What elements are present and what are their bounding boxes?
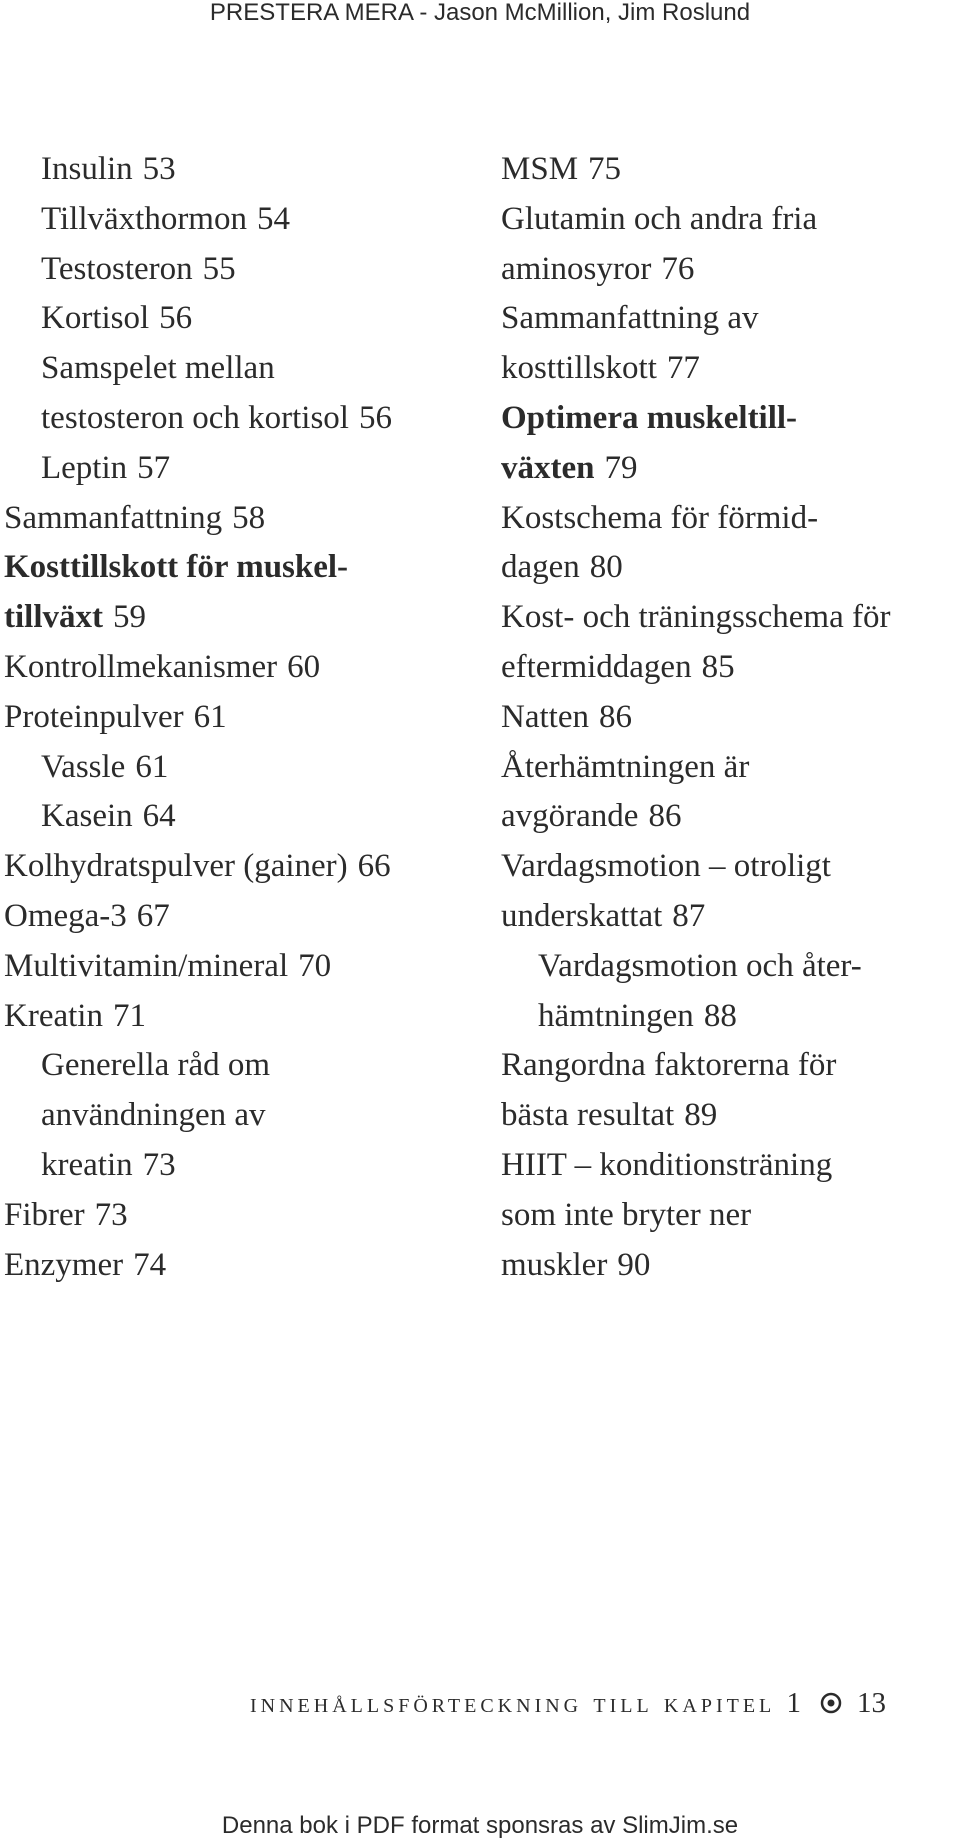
toc-entry xyxy=(4,195,474,245)
toc-entry xyxy=(4,743,474,793)
toc-entry xyxy=(501,195,956,245)
toc-entry-title: tillväxt xyxy=(4,599,103,636)
toc-entry-page: 80 xyxy=(589,549,623,586)
toc-entry-title: underskattat xyxy=(501,897,663,934)
toc-entry-title: Kasein xyxy=(41,798,133,835)
toc-entry-title: kreatin xyxy=(41,1146,133,1183)
toc-entry xyxy=(4,942,474,992)
toc-entry-page: 74 xyxy=(133,1246,167,1283)
toc-entry-title: avgörande xyxy=(501,798,639,835)
toc-entry-page: 60 xyxy=(287,648,321,685)
toc-entry xyxy=(4,145,474,195)
toc-entry-title: Kostschema för förmid- xyxy=(501,499,819,536)
toc-entry-page: 75 xyxy=(588,151,622,187)
toc-entry-title: HIIT – konditionsträning xyxy=(501,1146,833,1183)
toc-entry xyxy=(4,992,474,1042)
toc-entry-title: MSM xyxy=(501,151,579,187)
toc-entry xyxy=(4,294,474,344)
toc-entry-title: Sammanfattning xyxy=(4,499,223,536)
toc-entry-title: Återhämtningen är xyxy=(501,748,750,785)
toc-entry-title: Proteinpulver xyxy=(4,698,184,735)
toc-entry xyxy=(501,145,956,195)
toc-entry xyxy=(4,245,474,295)
toc-entry-page: 70 xyxy=(298,947,332,984)
toc-entry-page: 77 xyxy=(666,350,700,387)
toc-entry-title: Kontrollmekanismer xyxy=(4,648,278,685)
toc-entry-page: 73 xyxy=(142,1146,176,1183)
toc-entry xyxy=(501,1241,956,1291)
toc-entry xyxy=(4,1191,474,1241)
toc-entry xyxy=(4,792,474,842)
toc-entry xyxy=(501,892,956,942)
toc-entry xyxy=(501,792,956,842)
toc-entry-title: Kreatin xyxy=(4,997,103,1034)
toc-entry xyxy=(4,543,474,593)
toc-entry-page: 89 xyxy=(684,1097,718,1134)
toc-entry-page: 55 xyxy=(202,250,236,287)
page-header: PRESTERA MERA - Jason McMillion, Jim Roslund xyxy=(209,0,751,26)
toc-entry xyxy=(4,1241,474,1291)
toc-entry-page: 79 xyxy=(604,449,638,486)
toc-entry-page: 56 xyxy=(358,399,392,436)
toc-entry-title: Sammanfattning av xyxy=(501,300,759,337)
toc-entry xyxy=(4,643,474,693)
toc-entry xyxy=(501,245,956,295)
running-footer xyxy=(250,1687,960,1721)
toc-entry-title: kosttillskott xyxy=(501,350,657,387)
toc-entry-page: 88 xyxy=(703,997,737,1034)
toc-entry xyxy=(501,444,956,494)
toc-entry xyxy=(501,593,956,643)
toc-entry-title: Enzymer xyxy=(4,1246,124,1283)
toc-entry-title: Omega-3 xyxy=(4,897,127,934)
toc-entry-page: 67 xyxy=(136,897,170,934)
toc-entry-page: 58 xyxy=(232,499,266,536)
toc-entry xyxy=(4,494,474,544)
footer-page-number: 13 xyxy=(857,1687,886,1719)
toc-entry xyxy=(501,842,956,892)
toc-entry-title: Multivitamin/mineral xyxy=(4,947,289,984)
toc-entry-title: Generella råd om xyxy=(41,1047,271,1084)
sponsor-note: Denna bok i PDF format sponsras av SlimJim.se xyxy=(221,1812,739,1839)
toc-entry xyxy=(501,1191,956,1241)
toc-entry-title: aminosyror xyxy=(501,250,652,287)
toc-entry-title: testosteron och kortisol xyxy=(41,399,349,436)
toc-entry-page: 71 xyxy=(112,997,146,1034)
toc-entry-title: hämtningen xyxy=(538,997,694,1034)
toc-entry-page: 53 xyxy=(142,151,176,187)
toc-entry-title: Insulin xyxy=(41,151,133,187)
toc-entry xyxy=(4,693,474,743)
toc-entry-title: muskler xyxy=(501,1246,608,1283)
toc-entry xyxy=(501,1041,956,1091)
toc-entry xyxy=(4,892,474,942)
toc-entry-title: Kosttillskott för muskel- xyxy=(4,549,349,586)
toc-entry xyxy=(501,1141,956,1191)
toc-entry-title: Vardagsmotion och åter- xyxy=(538,947,862,984)
toc-entry xyxy=(501,743,956,793)
toc-left-column xyxy=(4,145,474,1290)
toc-entry-page: 90 xyxy=(617,1246,651,1283)
footer-label: innehållsförteckning till kapitel 1 xyxy=(250,1687,805,1719)
toc-entry xyxy=(4,842,474,892)
toc-right-column xyxy=(501,145,956,1290)
toc-entry xyxy=(4,1141,474,1191)
toc-entry-title: Samspelet mellan xyxy=(41,350,275,387)
toc-entry-page: 87 xyxy=(672,897,706,934)
toc-entry-page: 73 xyxy=(94,1196,128,1233)
toc-entry-title: Natten xyxy=(501,698,589,735)
toc-entry xyxy=(501,693,956,743)
toc-entry-title: Fibrer xyxy=(4,1196,85,1233)
toc-entry xyxy=(501,543,956,593)
toc-entry xyxy=(501,1091,956,1141)
toc-entry-title: Kolhydratspulver (gainer) xyxy=(4,848,348,885)
toc-entry-title: bästa resultat xyxy=(501,1097,675,1134)
toc-entry xyxy=(501,494,956,544)
toc-entry xyxy=(501,942,956,992)
toc-entry-title: Testosteron xyxy=(41,250,193,287)
toc-entry-title: Tillväxthormon xyxy=(41,200,247,237)
toc-entry-title: eftermiddagen xyxy=(501,648,692,685)
toc-entry xyxy=(501,344,956,394)
toc-entry-title: Glutamin och andra fria xyxy=(501,200,818,237)
toc-entry xyxy=(4,1041,474,1091)
toc-entry-title: Kost- och träningsschema för xyxy=(501,599,891,636)
toc-entry-page: 64 xyxy=(142,798,176,835)
toc-entry-title: Optimera muskeltill- xyxy=(501,399,798,436)
toc-entry-page: 54 xyxy=(256,200,290,237)
toc-entry xyxy=(501,992,956,1042)
toc-entry-page: 86 xyxy=(598,698,632,735)
toc-entry-page: 66 xyxy=(357,848,391,885)
toc-entry xyxy=(4,1091,474,1141)
toc-entry-page: 86 xyxy=(648,798,682,835)
toc-entry-page: 85 xyxy=(701,648,735,685)
toc-entry-page: 56 xyxy=(159,300,193,337)
toc-entry xyxy=(501,394,956,444)
toc-entry-title: Vardagsmotion – otroligt xyxy=(501,848,831,885)
toc-entry-title: Vassle xyxy=(41,748,126,785)
toc-entry-title: växten xyxy=(501,449,595,486)
toc-entry-page: 57 xyxy=(137,449,171,486)
toc-entry-title: Kortisol xyxy=(41,300,150,337)
toc-entry xyxy=(501,643,956,693)
toc-entry xyxy=(4,344,474,394)
toc-entry-page: 59 xyxy=(112,599,146,636)
toc-entry-title: Rangordna faktorerna för xyxy=(501,1047,837,1084)
toc-entry-page: 76 xyxy=(661,250,695,287)
toc-entry-page: 61 xyxy=(135,748,169,785)
toc-entry xyxy=(4,593,474,643)
toc-entry-title: användningen av xyxy=(41,1097,266,1134)
toc-entry xyxy=(4,394,474,444)
toc-entry xyxy=(501,294,956,344)
toc-entry-title: Leptin xyxy=(41,449,128,486)
toc-entry-page: 61 xyxy=(193,698,227,735)
toc-entry xyxy=(4,444,474,494)
toc-entry-title: dagen xyxy=(501,549,580,586)
target-icon xyxy=(819,1692,843,1718)
toc-entry-title: som inte bryter ner xyxy=(501,1196,752,1233)
